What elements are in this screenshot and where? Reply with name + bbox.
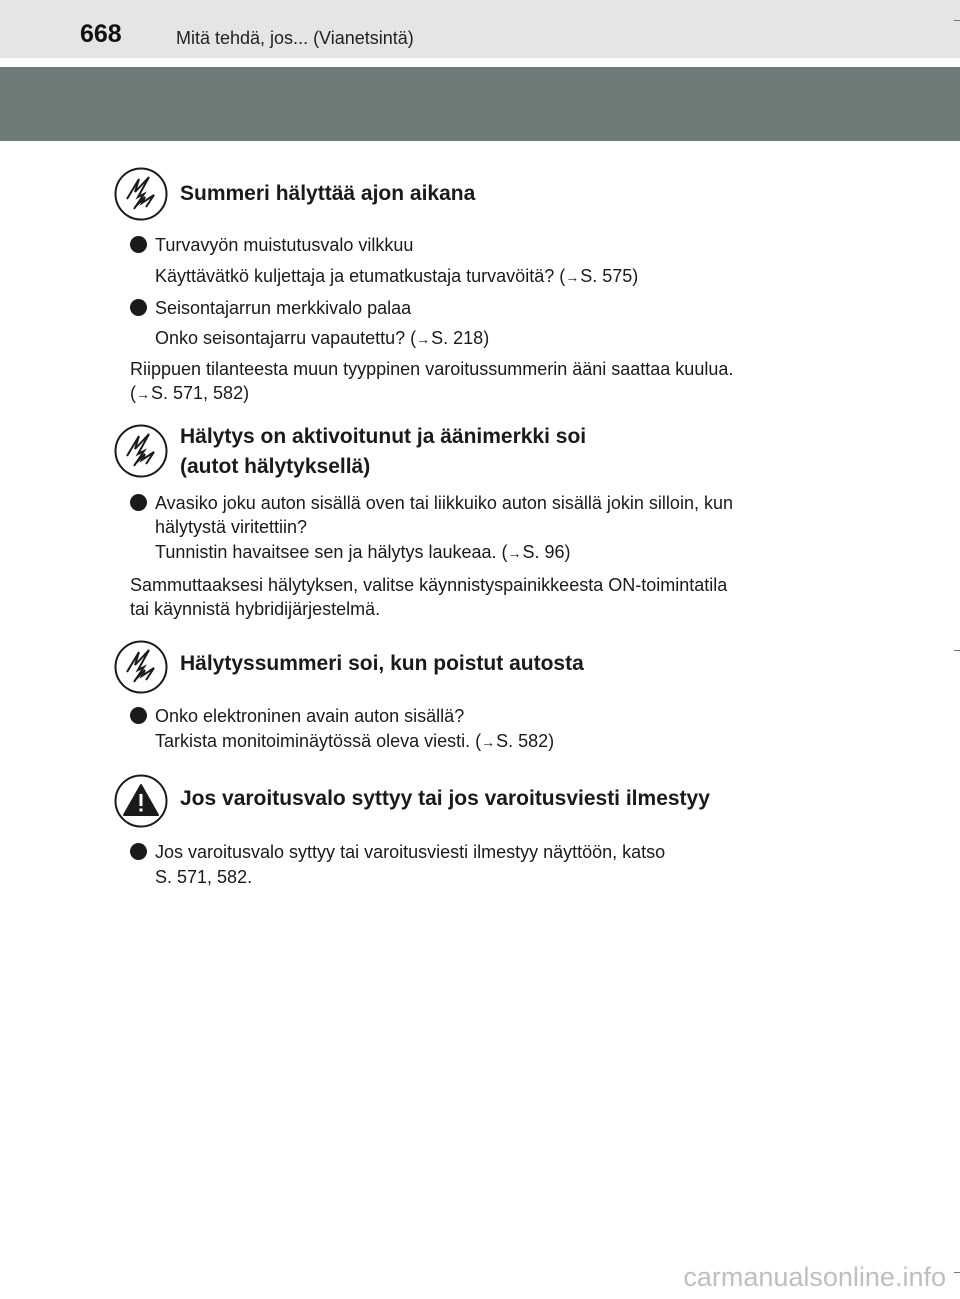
buzzer-icon xyxy=(114,424,168,478)
bullet-text: Avasiko joku auton sisällä oven tai liikkuiko auton sisällä jokin silloin, kun xyxy=(155,493,733,513)
bullet-text: Seisontajarrun merkkivalo palaa xyxy=(155,298,412,318)
arrow-icon: → xyxy=(481,734,495,750)
section-title: Summeri hälyttää ajon aikana xyxy=(180,182,476,205)
bullet xyxy=(130,843,147,860)
bullet xyxy=(130,299,147,316)
arrow-icon: → xyxy=(507,545,521,561)
warning-icon xyxy=(114,774,168,828)
answer-text: Käyttävätkö kuljettaja ja etumatkustaja turvavöitä? (→ S. 575) xyxy=(155,266,639,286)
buzzer-icon xyxy=(114,640,168,694)
section-title: Hälytys on aktivoitunut ja äänimerkki soi xyxy=(180,425,587,448)
bullet-text: hälytystä viritettiin? xyxy=(155,517,308,537)
arrow-icon: → xyxy=(565,269,579,285)
note-text: tai käynnistä hybridijärjestelmä. xyxy=(130,599,381,619)
note-text: Riippuen tilanteesta muun tyyppinen varoitussummerin ääni saattaa kuulua. xyxy=(130,359,734,379)
header-bar xyxy=(0,0,960,58)
bullet-text: Turvavyön muistutusvalo vilkkuu xyxy=(155,235,414,255)
bullet-text: S. 571, 582. xyxy=(155,867,253,887)
page-reference: S. 582) xyxy=(496,731,555,751)
bullet xyxy=(130,707,147,724)
arrow-icon: → xyxy=(136,386,149,402)
header-band xyxy=(0,67,960,141)
section-title: Hälytyssummeri soi, kun poistut autosta xyxy=(180,652,584,675)
crop-mark xyxy=(954,650,960,651)
page-reference: S. 218) xyxy=(431,328,490,348)
answer-text: Tunnistin havaitsee sen ja hälytys laukeaa. (→ S. 96) xyxy=(155,542,571,562)
answer-text: Tarkista monitoiminäytössä oleva viesti. (→ S. 582) xyxy=(155,731,555,751)
answer-text: Onko seisontajarru vapautettu? (→ S. 218) xyxy=(155,328,490,348)
section-title: (autot hälytyksellä) xyxy=(180,455,371,478)
bullet xyxy=(130,494,147,511)
crop-mark xyxy=(954,1272,960,1273)
crop-mark xyxy=(954,20,960,21)
page-number: 668 xyxy=(80,20,122,48)
page-reference: S. 575) xyxy=(580,266,639,286)
watermark: carmanualsonline.info xyxy=(683,1262,946,1292)
bullet-text: Onko elektroninen avain auton sisällä? xyxy=(155,706,465,726)
page-title: Mitä tehdä, jos... (Vianetsintä) xyxy=(176,28,414,48)
bullet-text: Jos varoitusvalo syttyy tai varoitusviesti ilmestyy näyttöön, katso xyxy=(155,842,666,862)
note-text: (→ S. 571, 582) xyxy=(130,383,250,403)
buzzer-icon xyxy=(114,167,168,221)
page-reference: S. 96) xyxy=(522,542,571,562)
note-text: Sammuttaaksesi hälytyksen, valitse käynnistyspainikkeesta ON-toimintatila xyxy=(130,575,728,595)
arrow-icon: → xyxy=(416,331,430,347)
section-title: Jos varoitusvalo syttyy tai jos varoitusviesti ilmestyy xyxy=(180,787,710,810)
bullet xyxy=(130,236,147,253)
page-reference: S. 571, 582) xyxy=(151,383,250,403)
